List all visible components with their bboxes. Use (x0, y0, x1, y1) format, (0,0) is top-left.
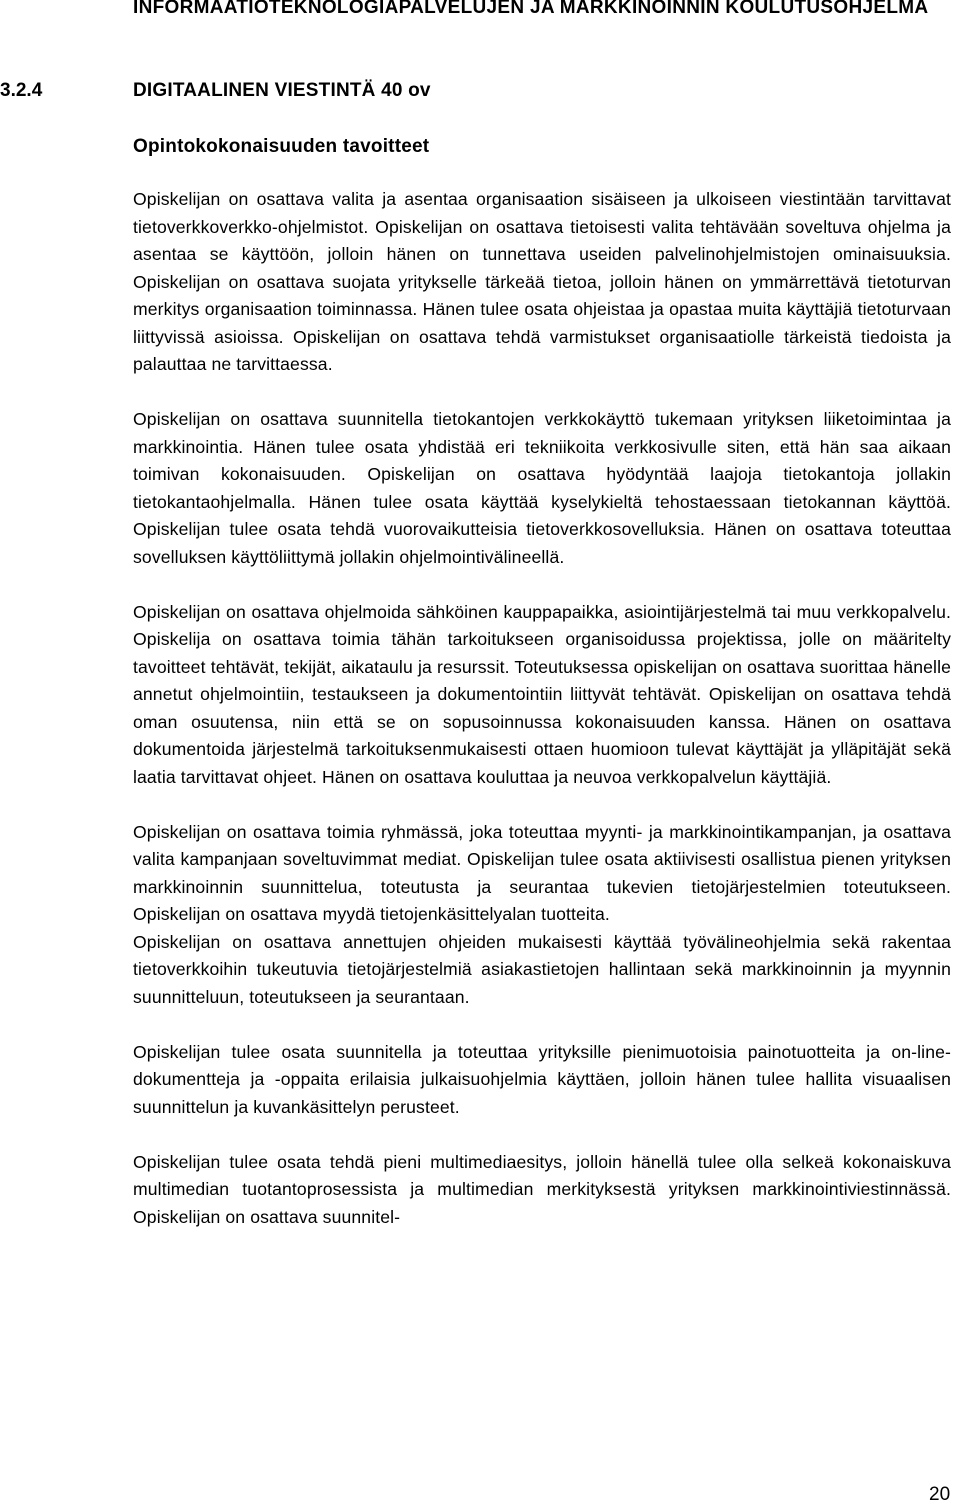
paragraph-ecommerce: Opiskelijan on osattava ohjelmoida sähköinen kauppapaikka, asiointijärjestelmä tai muu verkkopalvelu. Opiskelija on osattava toimia tähän tarkoitukseen organisoidussa projektissa, jolle on määritelty tavoitteet tehtävät, tekijät, aikataulu ja resurssit. Toteutuksessa opiskelijan on osattava suorittaa hänelle annetut ohjelmointiin, testaukseen ja dokumentointiin liittyvät tehtävät. Opiskelijan on osattava tehdä oman osuutensa, niin että se on sopusoinnussa kokonaisuuden kanssa. Hänen on osattava dokumentoida järjestelmä tarkoituksenmukaisesti ottaen huomioon tulevat käyttäjät ja ylläpitäjät sekä laatia tarvittavat ohjeet. Hänen on osattava kouluttaa ja neuvoa verkkopalvelun käyttäjiä. (133, 601, 951, 787)
paragraph-multimedia: Opiskelijan tulee osata tehdä pieni multimediaesitys, jolloin hänellä tulee olla selkeä kokonaiskuva multimedian tuotantoprosessista ja multimedian merkityksestä yrityksen markkinointiviestinnässä. Opiskelijan on osattava suunnitel- (133, 1151, 951, 1227)
page-number: 20 (929, 1484, 951, 1505)
paragraph-publishing: Opiskelijan tulee osata suunnitella ja toteuttaa yrityksille pienimuotoisia painotuotteita ja on-line-dokumentteja ja -oppaita erilaisia julkaisuohjelmia käyttäen, jolloin hänen tulee hallita visuaalisen suunnittelun ja kuvankäsittelyn perusteet. (133, 1041, 951, 1117)
section-number: 3.2.4 (0, 80, 43, 101)
document-header-title: INFORMAATIOTEKNOLOGIAPALVELUJEN JA MARKKINOINNIN KOULUTUSOHJELMA (133, 0, 929, 18)
paragraph-databases: Opiskelijan on osattava suunnitella tietokantojen verkkokäyttö tukemaan yrityksen liiketoimintaa ja markkinointia. Hänen tulee osata yhdistää eri tekniikoita verkkosivulle siten, että hän saa aikaan toimivan kokonaisuuden. Opiskelijan on osattava hyödyntää laajoja tietokantoja jollakin tietokantaohjelmalla. Hänen tulee osata käyttää kyselykieltä tehostaessaan tietokannan käyttöä. Opiskelijan tulee osata tehdä vuorovaikutteisia tietoverkkosovelluksia. Hänen on osattava toteuttaa sovelluksen käyttöliittymä jollakin ohjelmointivälineellä. (133, 409, 951, 567)
section-title: DIGITAALINEN VIESTINTÄ 40 ov (133, 80, 431, 101)
paragraph-office-tools: Opiskelijan on osattava annettujen ohjeiden mukaisesti käyttää työvälineohjelmia sekä rakentaa tietoverkkoihin tukeutuvia tietojärjestelmiä asiakastietojen hallintaan sekä markkinoinnin ja myynnin suunnitteluun, toteutukseen ja seurantaan. (133, 931, 951, 1007)
subheading-objectives: Opintokokonaisuuden tavoitteet (133, 136, 430, 157)
paragraph-marketing: Opiskelijan on osattava toimia ryhmässä, joka toteuttaa myynti- ja markkinointikampanjan, ja osattava valita kampanjaan soveltuvimmat mediat. Opiskelijan tulee osata aktiivisesti osallistua pienen yrityksen markkinoinnin suunnittelua, toteutusta ja seurantaa tukevien tietojärjestelmien toteutukseen. Opiskelijan on osattava myydä tietojenkäsittelyalan tuotteita. (133, 821, 951, 924)
body-text (133, 186, 951, 1231)
section-heading (0, 76, 960, 106)
paragraph-infrastructure: Opiskelijan on osattava valita ja asentaa organisaation sisäiseen ja ulkoiseen viestintään tarvittavat tietoverkkoverkko-ohjelmistot. Opiskelijan on osattava tietoisesti valita tehtävään soveltuva ohjelma ja asentaa se käyttöön, jolloin hänen on tunnettava useiden palvelinohjelmistojen ominaisuuksia. Opiskelijan on osattava suojata yritykselle tärkeää tietoa, jolloin hänen on ymmärrettävä tietoturvan merkitys organisaation toiminnassa. Hänen tulee osata ohjeistaa ja opastaa muita käyttäjiä tietoturvaan liittyvissä asioissa. Opiskelijan on osattava tehdä varmistukset organisaatiolle tärkeistä tiedoista ja palauttaa ne tarvittaessa. (133, 189, 951, 374)
